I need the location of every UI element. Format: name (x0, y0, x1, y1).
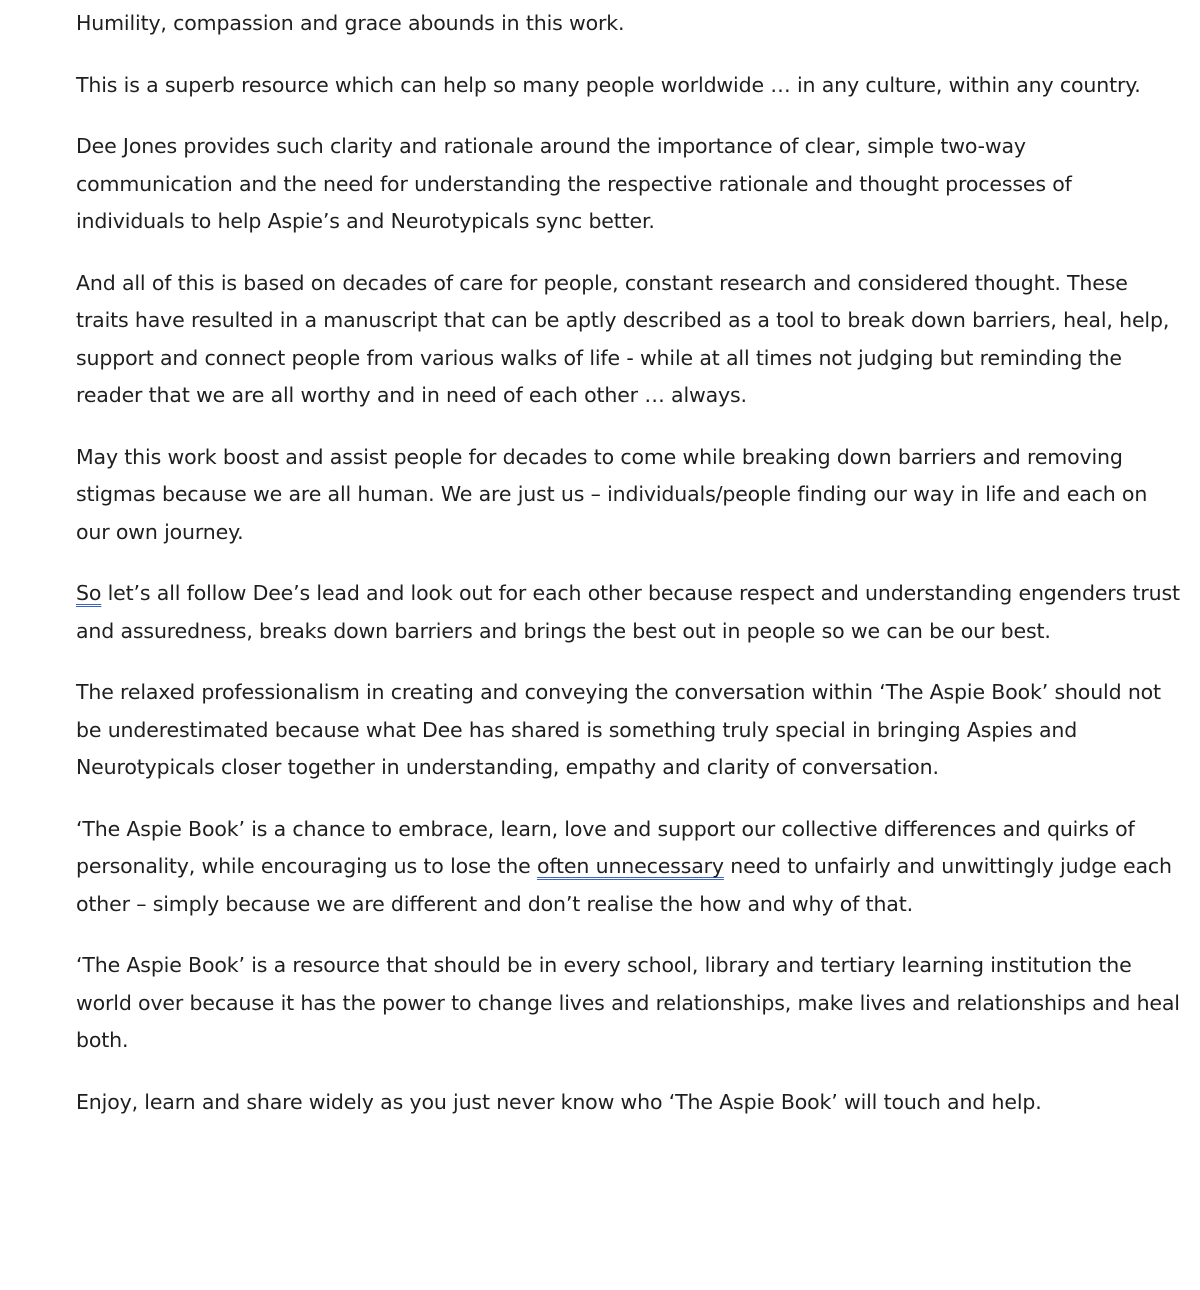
paragraph-8 (76, 811, 1180, 924)
paragraph-8-text-before: ‘The Aspie Book’ is a chance to embrace, learn, love and support our collective differences and quirks of personality, while encouraging us to lose the (76, 816, 1135, 878)
paragraph-6-text: let’s all follow Dee’s lead and look out for each other because respect and understanding engenders trust and assuredness, breaks down barriers and brings the best out in people so we can be our best. (76, 581, 1180, 643)
paragraph-4: And all of this is based on decades of care for people, constant research and considered thought. These traits have resulted in a manuscript that can be aptly described as a tool to break down barriers, heal, help, support and connect people from various walks of life - while at all times not judging but reminding the reader that we are all worthy and in need of each other … always. (76, 270, 1170, 407)
paragraph-8-text-after: need to unfairly and unwittingly judge each other – simply because we are different and don’t realise the how and why of that. (76, 854, 1172, 916)
grammar-flagged-word[interactable]: So (76, 581, 102, 605)
paragraph-7: The relaxed professionalism in creating and conveying the conversation within ‘The Aspie Book’ should not be underestimated because what Dee has shared is something truly special in bringing Aspies and Neurotypicals closer together in understanding, empathy and clarity of conversation. (76, 680, 1161, 779)
document-body (76, 5, 1180, 1145)
paragraph-9: ‘The Aspie Book’ is a resource that should be in every school, library and tertiary learning institution the world over because it has the power to change lives and relationships, make lives and relationships and heal both. (76, 953, 1180, 1052)
paragraph-3: Dee Jones provides such clarity and rationale around the importance of clear, simple two-way communication and the need for understanding the respective rationale and thought processes of individuals to help Aspie’s and Neurotypicals sync better. (76, 134, 1072, 233)
paragraph-10: Enjoy, learn and share widely as you just never know who ‘The Aspie Book’ will touch and help. (76, 1089, 1042, 1114)
grammar-flagged-phrase[interactable]: often unnecessary (536, 854, 724, 878)
paragraph-6 (76, 575, 1180, 650)
paragraph-5: May this work boost and assist people for decades to come while breaking down barriers and removing stigmas because we are all human. We are just us – individuals/people finding our way in life and each on our own journey. (76, 444, 1148, 544)
paragraph-2: This is a superb resource which can help so many people worldwide … in any culture, within any country. (76, 72, 1141, 97)
paragraph-1: Humility, compassion and grace abounds in this work. (76, 11, 625, 35)
